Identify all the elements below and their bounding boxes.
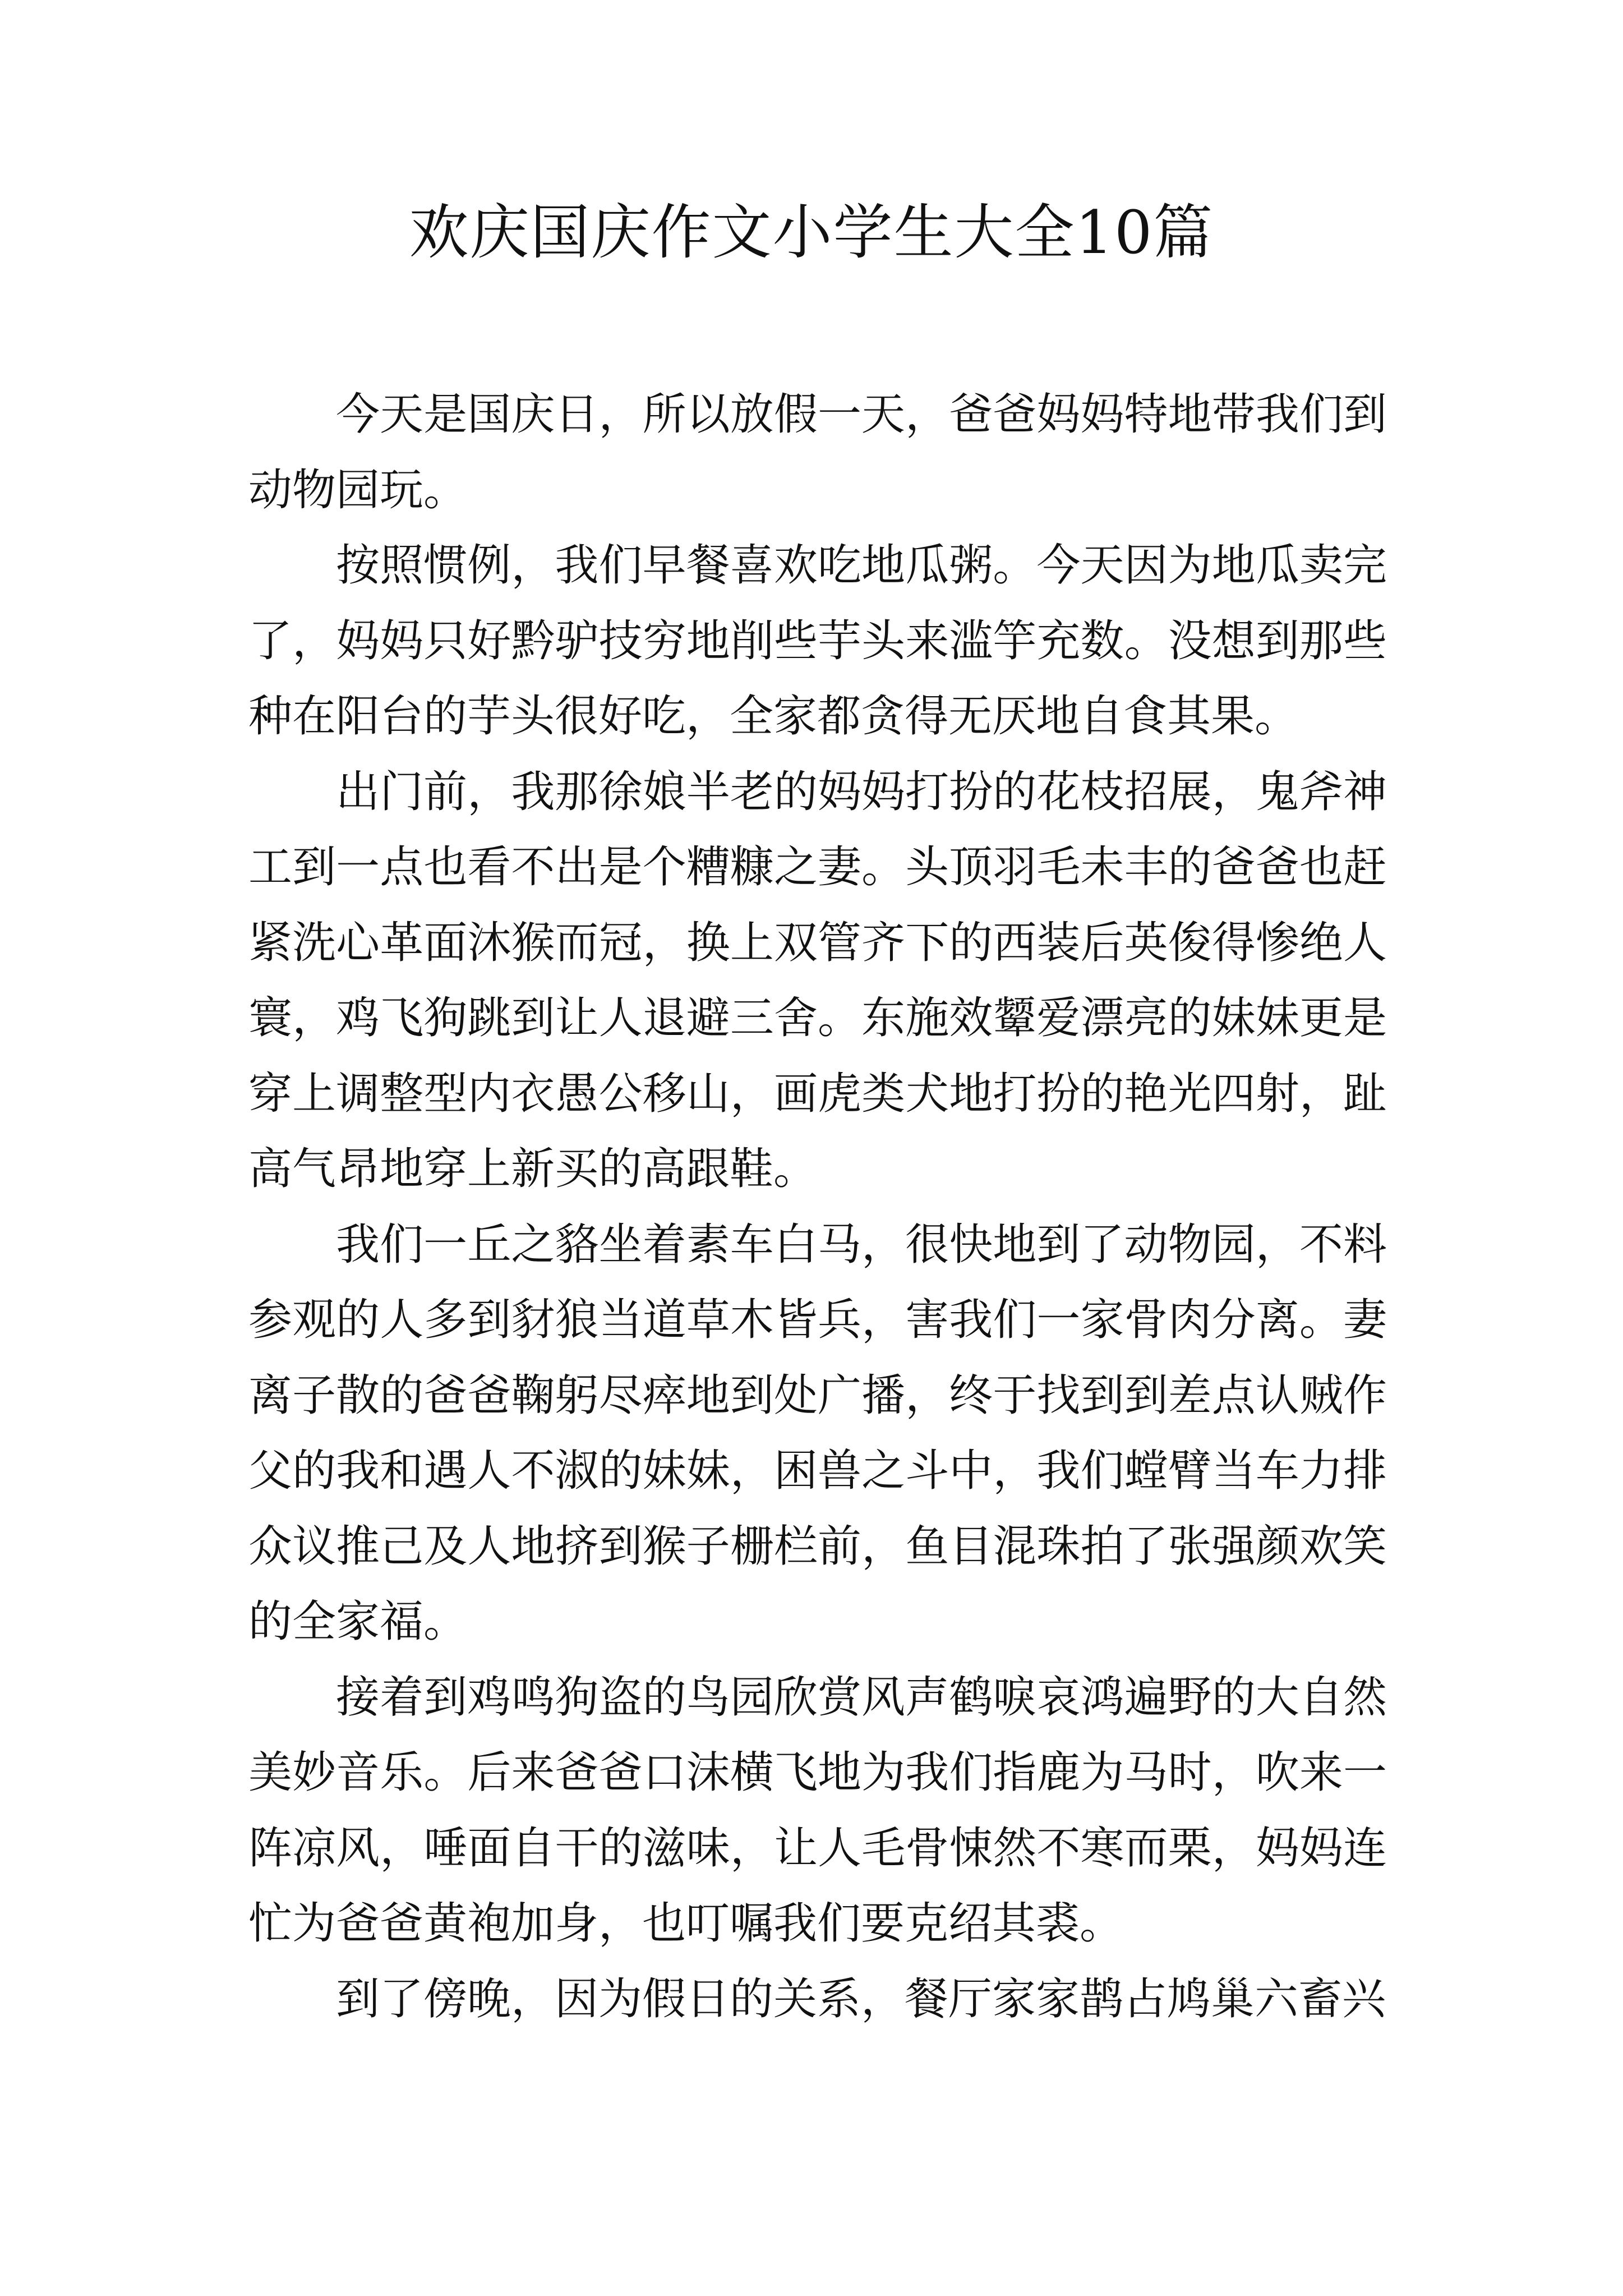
paragraph-4: 我们一丘之貉坐着素车白马，很快地到了动物园，不料参观的人多到豺狼当道草木皆兵，害我们一家骨肉分离。妻离子散的爸爸鞠躬尽瘁地到处广播，终于找到到差点认贼作父的我和遇人不淑的妹妹，困兽之斗中，我们螳臂当车力排众议推己及人地挤到猴子栅栏前，鱼目混珠拍了张强颜欢笑的全家福。 (248, 1219, 1387, 1647)
paragraph-6: 到了傍晚，因为假日的关系，餐厅家家鹊占鸠巢六畜兴 (336, 1973, 1386, 2024)
paragraph-2: 按照惯例，我们早餐喜欢吃地瓜粥。今天因为地瓜卖完了，妈妈只好黔驴技穷地削些芋头来滥竽充数。没想到那些种在阳台的芋头很好吃，全家都贪得无厌地自食其果。 (248, 540, 1387, 742)
paragraph-1: 今天是国庆日，所以放假一天，爸爸妈妈特地带我们到动物园玩。 (248, 389, 1387, 516)
paragraph-5: 接着到鸡鸣狗盗的鸟园欣赏风声鹤唳哀鸿遍野的大自然美妙音乐。后来爸爸口沫横飞地为我们指鹿为马时，吹来一阵凉风，唾面自干的滋味，让人毛骨悚然不寒而栗，妈妈连忙为爸爸黄袍加身，也叮嘱我们要克绍其裘。 (248, 1672, 1387, 1949)
page-title: 欢庆国庆作文小学生大全10篇 (409, 198, 1214, 267)
article-body (248, 377, 1387, 2037)
paragraph-3: 出门前，我那徐娘半老的妈妈打扮的花枝招展，鬼斧神工到一点也看不出是个糟糠之妻。头顶羽毛未丰的爸爸也赶紧洗心革面沐猴而冠，换上双管齐下的西装后英俊得惨绝人寰，鸡飞狗跳到让人退避三舍。东施效颦爱漂亮的妹妹更是穿上调整型内衣愚公移山，画虎类犬地打扮的艳光四射，趾高气昂地穿上新买的高跟鞋。 (248, 766, 1387, 1194)
